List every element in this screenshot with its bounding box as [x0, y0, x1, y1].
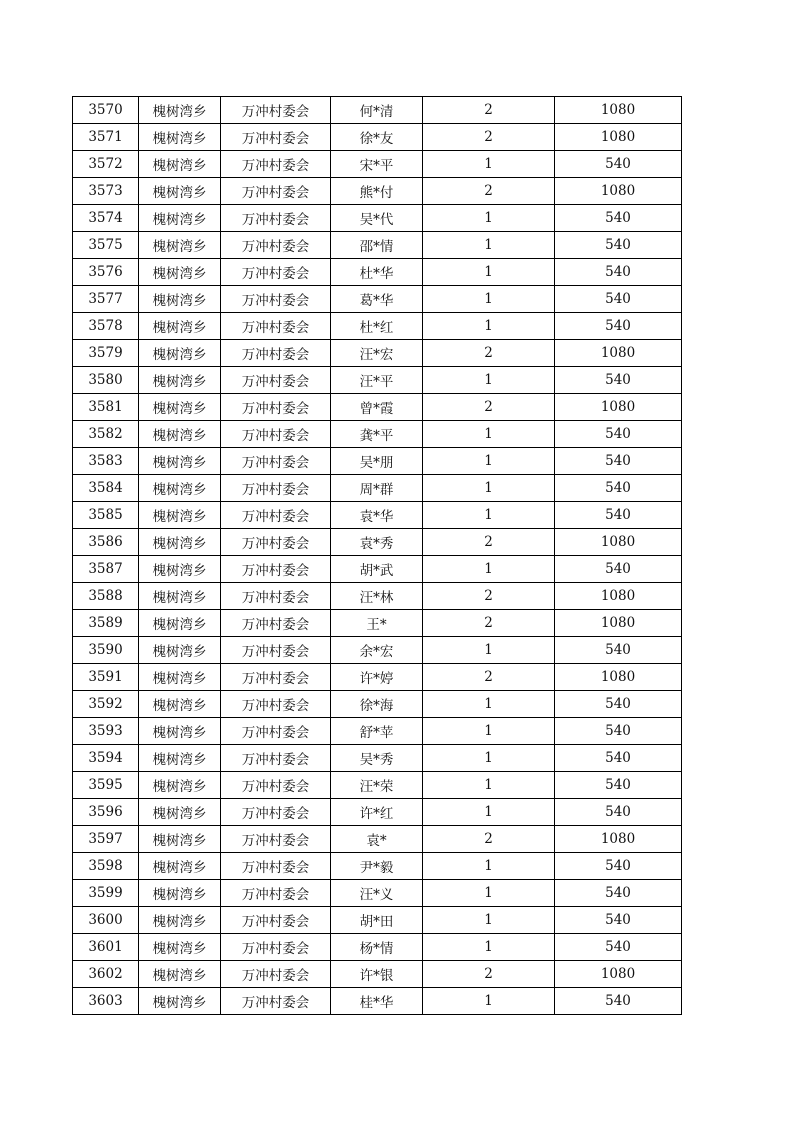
table-row [73, 691, 682, 718]
cell-township: 槐树湾乡 [139, 961, 221, 988]
cell-village-committee: 万冲村委会 [221, 880, 331, 907]
cell-township: 槐树湾乡 [139, 502, 221, 529]
cell-village-committee: 万冲村委会 [221, 907, 331, 934]
cell-village-committee: 万冲村委会 [221, 853, 331, 880]
cell-amount: 540 [555, 475, 682, 502]
cell-serial-number: 3580 [73, 367, 139, 394]
cell-serial-number: 3579 [73, 340, 139, 367]
cell-amount: 540 [555, 988, 682, 1015]
cell-township: 槐树湾乡 [139, 475, 221, 502]
table-row [73, 745, 682, 772]
cell-village-committee: 万冲村委会 [221, 961, 331, 988]
cell-count: 1 [423, 151, 555, 178]
data-table [72, 96, 682, 1015]
table-row [73, 313, 682, 340]
cell-name: 汪*义 [331, 880, 423, 907]
cell-township: 槐树湾乡 [139, 286, 221, 313]
cell-amount: 540 [555, 880, 682, 907]
cell-count: 1 [423, 907, 555, 934]
cell-serial-number: 3590 [73, 637, 139, 664]
table-row [73, 475, 682, 502]
cell-name: 许*红 [331, 799, 423, 826]
cell-amount: 1080 [555, 340, 682, 367]
table-body [73, 97, 682, 1015]
table-row [73, 232, 682, 259]
cell-village-committee: 万冲村委会 [221, 772, 331, 799]
table-row [73, 718, 682, 745]
cell-count: 1 [423, 367, 555, 394]
cell-serial-number: 3591 [73, 664, 139, 691]
table-row [73, 664, 682, 691]
cell-serial-number: 3572 [73, 151, 139, 178]
cell-township: 槐树湾乡 [139, 367, 221, 394]
cell-amount: 1080 [555, 826, 682, 853]
cell-amount: 540 [555, 502, 682, 529]
cell-village-committee: 万冲村委会 [221, 664, 331, 691]
cell-township: 槐树湾乡 [139, 880, 221, 907]
cell-serial-number: 3570 [73, 97, 139, 124]
cell-township: 槐树湾乡 [139, 448, 221, 475]
cell-township: 槐树湾乡 [139, 178, 221, 205]
cell-township: 槐树湾乡 [139, 124, 221, 151]
cell-name: 吴*朋 [331, 448, 423, 475]
cell-township: 槐树湾乡 [139, 745, 221, 772]
cell-name: 尹*毅 [331, 853, 423, 880]
cell-serial-number: 3592 [73, 691, 139, 718]
cell-serial-number: 3587 [73, 556, 139, 583]
table-row [73, 178, 682, 205]
cell-name: 熊*付 [331, 178, 423, 205]
cell-village-committee: 万冲村委会 [221, 529, 331, 556]
cell-village-committee: 万冲村委会 [221, 934, 331, 961]
cell-name: 王* [331, 610, 423, 637]
cell-township: 槐树湾乡 [139, 988, 221, 1015]
cell-amount: 540 [555, 205, 682, 232]
cell-village-committee: 万冲村委会 [221, 124, 331, 151]
cell-count: 1 [423, 718, 555, 745]
cell-amount: 540 [555, 772, 682, 799]
cell-serial-number: 3574 [73, 205, 139, 232]
cell-township: 槐树湾乡 [139, 205, 221, 232]
cell-serial-number: 3595 [73, 772, 139, 799]
cell-village-committee: 万冲村委会 [221, 313, 331, 340]
cell-township: 槐树湾乡 [139, 826, 221, 853]
cell-count: 1 [423, 799, 555, 826]
cell-count: 2 [423, 124, 555, 151]
cell-amount: 540 [555, 691, 682, 718]
cell-amount: 540 [555, 907, 682, 934]
cell-village-committee: 万冲村委会 [221, 394, 331, 421]
cell-serial-number: 3582 [73, 421, 139, 448]
cell-amount: 1080 [555, 124, 682, 151]
cell-township: 槐树湾乡 [139, 583, 221, 610]
cell-amount: 1080 [555, 610, 682, 637]
cell-township: 槐树湾乡 [139, 637, 221, 664]
cell-name: 徐*海 [331, 691, 423, 718]
cell-count: 2 [423, 529, 555, 556]
cell-serial-number: 3584 [73, 475, 139, 502]
cell-count: 1 [423, 205, 555, 232]
cell-serial-number: 3597 [73, 826, 139, 853]
cell-count: 2 [423, 961, 555, 988]
cell-count: 1 [423, 421, 555, 448]
cell-township: 槐树湾乡 [139, 799, 221, 826]
cell-name: 胡*田 [331, 907, 423, 934]
table-row [73, 529, 682, 556]
table-row [73, 853, 682, 880]
cell-count: 2 [423, 178, 555, 205]
cell-name: 龚*平 [331, 421, 423, 448]
cell-amount: 1080 [555, 529, 682, 556]
cell-count: 2 [423, 97, 555, 124]
cell-count: 1 [423, 502, 555, 529]
cell-name: 曾*霞 [331, 394, 423, 421]
cell-village-committee: 万冲村委会 [221, 799, 331, 826]
cell-amount: 540 [555, 421, 682, 448]
table-row [73, 826, 682, 853]
cell-count: 2 [423, 826, 555, 853]
cell-township: 槐树湾乡 [139, 421, 221, 448]
cell-count: 1 [423, 691, 555, 718]
table-row [73, 394, 682, 421]
cell-village-committee: 万冲村委会 [221, 286, 331, 313]
cell-township: 槐树湾乡 [139, 610, 221, 637]
table-row [73, 367, 682, 394]
cell-village-committee: 万冲村委会 [221, 259, 331, 286]
cell-village-committee: 万冲村委会 [221, 556, 331, 583]
cell-count: 2 [423, 610, 555, 637]
cell-count: 2 [423, 664, 555, 691]
cell-serial-number: 3588 [73, 583, 139, 610]
cell-amount: 540 [555, 745, 682, 772]
cell-amount: 1080 [555, 664, 682, 691]
cell-name: 葛*华 [331, 286, 423, 313]
table-row [73, 961, 682, 988]
cell-serial-number: 3577 [73, 286, 139, 313]
cell-serial-number: 3601 [73, 934, 139, 961]
cell-name: 汪*荣 [331, 772, 423, 799]
cell-count: 2 [423, 583, 555, 610]
cell-name: 吴*代 [331, 205, 423, 232]
cell-serial-number: 3576 [73, 259, 139, 286]
cell-amount: 540 [555, 718, 682, 745]
cell-village-committee: 万冲村委会 [221, 475, 331, 502]
cell-village-committee: 万冲村委会 [221, 367, 331, 394]
table-row [73, 448, 682, 475]
cell-township: 槐树湾乡 [139, 340, 221, 367]
cell-name: 余*宏 [331, 637, 423, 664]
cell-village-committee: 万冲村委会 [221, 637, 331, 664]
cell-count: 1 [423, 745, 555, 772]
cell-name: 许*婷 [331, 664, 423, 691]
cell-count: 1 [423, 259, 555, 286]
cell-amount: 540 [555, 151, 682, 178]
cell-count: 1 [423, 556, 555, 583]
table-row [73, 151, 682, 178]
cell-amount: 540 [555, 556, 682, 583]
cell-amount: 540 [555, 448, 682, 475]
cell-amount: 540 [555, 232, 682, 259]
cell-count: 1 [423, 934, 555, 961]
cell-serial-number: 3603 [73, 988, 139, 1015]
cell-village-committee: 万冲村委会 [221, 448, 331, 475]
cell-serial-number: 3581 [73, 394, 139, 421]
cell-name: 汪*平 [331, 367, 423, 394]
cell-township: 槐树湾乡 [139, 556, 221, 583]
cell-count: 1 [423, 448, 555, 475]
cell-name: 舒*苹 [331, 718, 423, 745]
cell-amount: 540 [555, 637, 682, 664]
cell-name: 杨*情 [331, 934, 423, 961]
cell-name: 杜*红 [331, 313, 423, 340]
cell-village-committee: 万冲村委会 [221, 97, 331, 124]
cell-name: 何*清 [331, 97, 423, 124]
cell-serial-number: 3573 [73, 178, 139, 205]
cell-amount: 540 [555, 367, 682, 394]
cell-village-committee: 万冲村委会 [221, 691, 331, 718]
cell-serial-number: 3575 [73, 232, 139, 259]
cell-township: 槐树湾乡 [139, 853, 221, 880]
cell-count: 2 [423, 394, 555, 421]
cell-name: 桂*华 [331, 988, 423, 1015]
cell-count: 1 [423, 853, 555, 880]
cell-name: 邵*情 [331, 232, 423, 259]
cell-serial-number: 3578 [73, 313, 139, 340]
cell-township: 槐树湾乡 [139, 664, 221, 691]
cell-township: 槐树湾乡 [139, 313, 221, 340]
table-row [73, 880, 682, 907]
cell-village-committee: 万冲村委会 [221, 583, 331, 610]
cell-amount: 1080 [555, 97, 682, 124]
cell-township: 槐树湾乡 [139, 529, 221, 556]
table-row [73, 637, 682, 664]
cell-village-committee: 万冲村委会 [221, 421, 331, 448]
cell-amount: 540 [555, 799, 682, 826]
cell-township: 槐树湾乡 [139, 232, 221, 259]
cell-serial-number: 3602 [73, 961, 139, 988]
cell-amount: 540 [555, 259, 682, 286]
cell-township: 槐树湾乡 [139, 97, 221, 124]
table-row [73, 205, 682, 232]
cell-village-committee: 万冲村委会 [221, 178, 331, 205]
cell-township: 槐树湾乡 [139, 151, 221, 178]
cell-township: 槐树湾乡 [139, 691, 221, 718]
cell-village-committee: 万冲村委会 [221, 988, 331, 1015]
cell-township: 槐树湾乡 [139, 934, 221, 961]
cell-name: 袁*华 [331, 502, 423, 529]
cell-township: 槐树湾乡 [139, 772, 221, 799]
cell-name: 袁*秀 [331, 529, 423, 556]
cell-serial-number: 3596 [73, 799, 139, 826]
cell-name: 吴*秀 [331, 745, 423, 772]
cell-serial-number: 3589 [73, 610, 139, 637]
cell-serial-number: 3600 [73, 907, 139, 934]
cell-township: 槐树湾乡 [139, 259, 221, 286]
cell-count: 2 [423, 340, 555, 367]
cell-count: 1 [423, 286, 555, 313]
cell-village-committee: 万冲村委会 [221, 610, 331, 637]
cell-village-committee: 万冲村委会 [221, 232, 331, 259]
cell-township: 槐树湾乡 [139, 907, 221, 934]
cell-count: 1 [423, 637, 555, 664]
table-row [73, 772, 682, 799]
table-row [73, 583, 682, 610]
cell-village-committee: 万冲村委会 [221, 151, 331, 178]
table-row [73, 934, 682, 961]
cell-name: 胡*武 [331, 556, 423, 583]
cell-name: 徐*友 [331, 124, 423, 151]
cell-village-committee: 万冲村委会 [221, 502, 331, 529]
cell-serial-number: 3598 [73, 853, 139, 880]
cell-count: 1 [423, 988, 555, 1015]
table-row [73, 340, 682, 367]
cell-amount: 1080 [555, 394, 682, 421]
table-row [73, 610, 682, 637]
table-row [73, 556, 682, 583]
cell-serial-number: 3593 [73, 718, 139, 745]
cell-amount: 540 [555, 934, 682, 961]
table-row [73, 799, 682, 826]
cell-township: 槐树湾乡 [139, 718, 221, 745]
cell-village-committee: 万冲村委会 [221, 340, 331, 367]
cell-name: 周*群 [331, 475, 423, 502]
cell-amount: 1080 [555, 583, 682, 610]
cell-village-committee: 万冲村委会 [221, 826, 331, 853]
cell-serial-number: 3586 [73, 529, 139, 556]
table-row [73, 259, 682, 286]
cell-count: 1 [423, 475, 555, 502]
cell-amount: 1080 [555, 961, 682, 988]
cell-name: 宋*平 [331, 151, 423, 178]
cell-serial-number: 3594 [73, 745, 139, 772]
cell-village-committee: 万冲村委会 [221, 718, 331, 745]
cell-serial-number: 3583 [73, 448, 139, 475]
table-row [73, 988, 682, 1015]
table-row [73, 421, 682, 448]
table-row [73, 907, 682, 934]
cell-name: 汪*宏 [331, 340, 423, 367]
cell-name: 汪*林 [331, 583, 423, 610]
cell-village-committee: 万冲村委会 [221, 745, 331, 772]
cell-serial-number: 3599 [73, 880, 139, 907]
cell-name: 杜*华 [331, 259, 423, 286]
table-row [73, 124, 682, 151]
cell-serial-number: 3571 [73, 124, 139, 151]
cell-serial-number: 3585 [73, 502, 139, 529]
table-row [73, 502, 682, 529]
cell-village-committee: 万冲村委会 [221, 205, 331, 232]
cell-amount: 540 [555, 286, 682, 313]
cell-count: 1 [423, 772, 555, 799]
cell-count: 1 [423, 313, 555, 340]
table-row [73, 286, 682, 313]
cell-count: 1 [423, 232, 555, 259]
cell-amount: 1080 [555, 178, 682, 205]
cell-amount: 540 [555, 313, 682, 340]
cell-name: 袁* [331, 826, 423, 853]
cell-count: 1 [423, 880, 555, 907]
cell-name: 许*银 [331, 961, 423, 988]
cell-township: 槐树湾乡 [139, 394, 221, 421]
cell-amount: 540 [555, 853, 682, 880]
table-row [73, 97, 682, 124]
